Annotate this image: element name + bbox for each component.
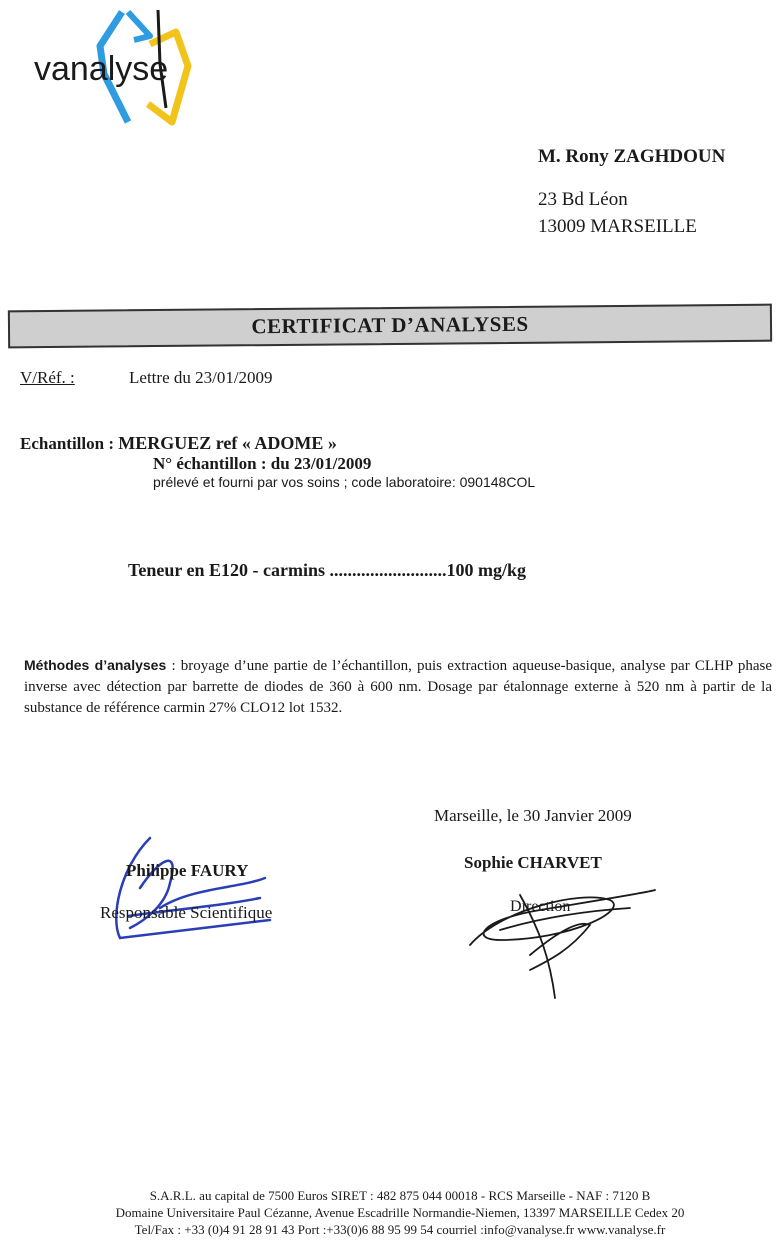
document-title: CERTIFICAT D’ANALYSES	[251, 311, 529, 339]
footer-line1: S.A.R.L. au capital de 7500 Euros SIRET : 482 875 044 00018 - RCS Marseille - NAF : 7120 B	[149, 1188, 651, 1203]
sample-line	[20, 432, 337, 455]
sample-number: N° échantillon : du 23/01/2009	[153, 454, 372, 473]
document-title-bar	[8, 304, 772, 349]
sample-value: MERGUEZ ref « ADOME »	[118, 433, 337, 453]
company-logo	[30, 4, 220, 124]
footer-line2: Domaine Universitaire Paul Cézanne, Avenue Escadrille Normandie-Niemen, 13397 MARSEILLE Cedex 20	[115, 1205, 685, 1220]
signature-left-icon	[100, 828, 280, 948]
place-date: Marseille, le 30 Janvier 2009	[434, 806, 632, 825]
recipient-address-line2: 13009 MARSEILLE	[538, 216, 697, 237]
methods-label: Méthodes d’analyses	[24, 657, 167, 673]
analysis-result: Teneur en E120 - carmins ..........................100 mg/kg	[128, 560, 527, 580]
signature-right-icon	[460, 870, 660, 1005]
sample-detail: prélevé et fourni par vos soins ; code laboratoire: 090148COL	[153, 474, 536, 490]
signatory-left-title: Responsable Scientifique	[100, 903, 273, 922]
reference-line	[20, 368, 273, 388]
logo-text: vanalyse	[34, 50, 169, 88]
recipient-name: M. Rony ZAGHDOUN	[538, 146, 726, 167]
sample-label: Echantillon :	[20, 434, 114, 453]
reference-label: V/Réf. :	[20, 368, 75, 387]
company-footer	[40, 1187, 760, 1238]
recipient-address-line1: 23 Bd Léon	[538, 189, 628, 210]
signatory-right-title: Direction	[510, 898, 571, 915]
recipient-address	[538, 143, 725, 240]
reference-value: Lettre du 23/01/2009	[129, 368, 273, 387]
methods-text: : broyage d’une partie de l’échantillon, puis extraction aqueuse-basique, analyse par CLHP phase inverse avec détection par barrette de diodes de 360 à 600 nm. Dosage par étalonnage externe à 520 nm à partir de la substance de référence carmin 27% CLO12 lot 1532.	[24, 658, 773, 716]
footer-line3: Tel/Fax : +33 (0)4 91 28 91 43 Port :+33(0)6 88 95 99 54 courriel :info@vanalyse.fr www.vanalyse.fr	[134, 1222, 666, 1237]
signatory-right-name: Sophie CHARVET	[464, 853, 602, 872]
analysis-methods	[24, 655, 772, 719]
signatory-left-name: Philippe FAURY	[126, 861, 249, 880]
